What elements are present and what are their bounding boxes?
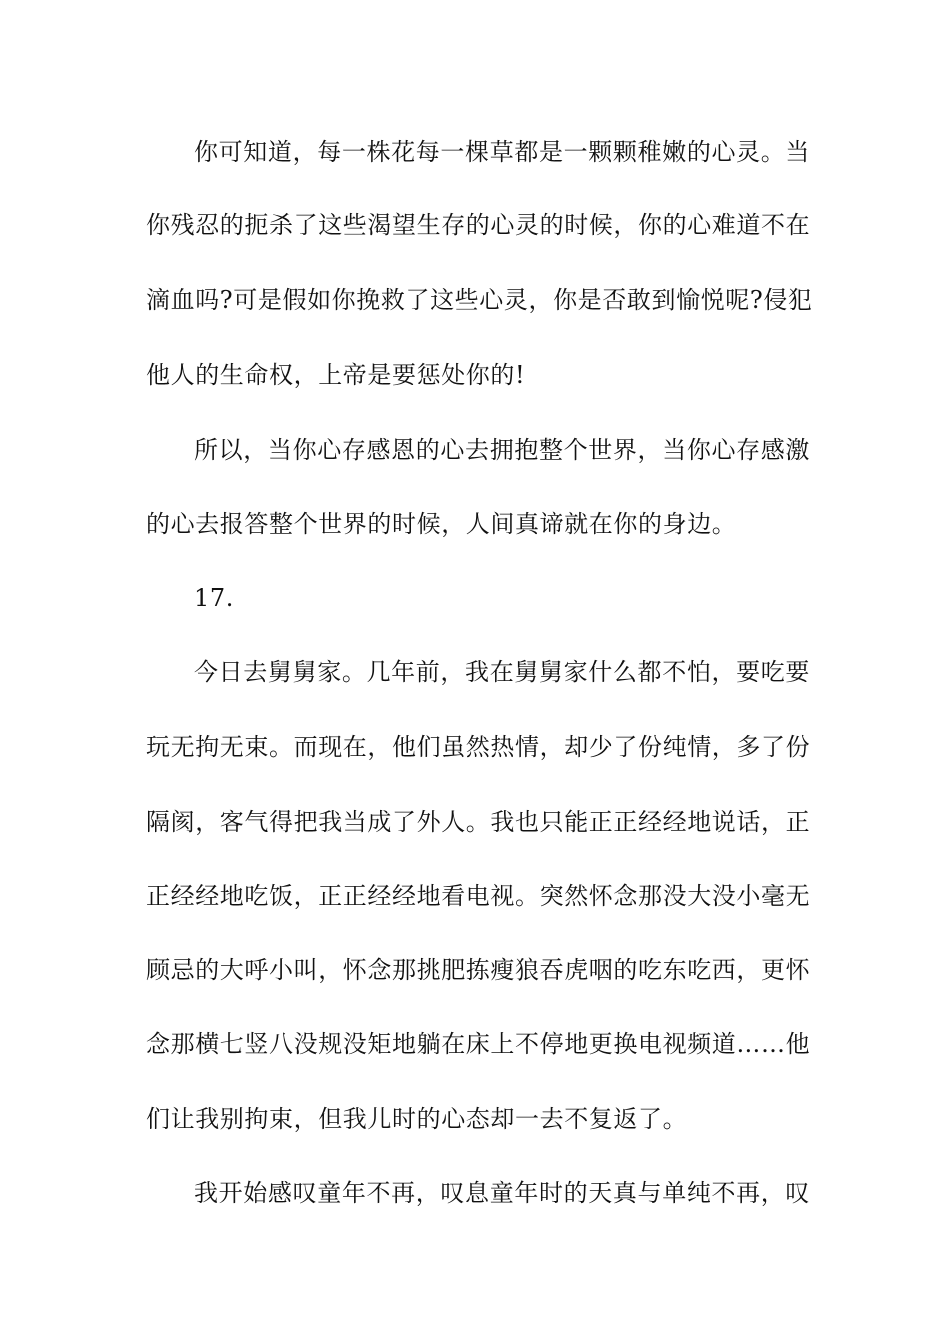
paragraph-line: 所以，当你心存感恩的心去拥抱整个世界，当你心存感激 — [194, 436, 810, 464]
paragraph-line: 们让我别拘束，但我儿时的心态却一去不复返了。 — [146, 1105, 688, 1133]
paragraph-line: 他人的生命权，上帝是要惩处你的! — [146, 361, 526, 389]
paragraph-line: 正经经地吃饭，正正经经地看电视。突然怀念那没大没小毫无 — [146, 882, 811, 910]
paragraph-line: 你可知道，每一株花每一棵草都是一颗颗稚嫩的心灵。当 — [194, 138, 810, 166]
paragraph-line: 念那横七竖八没规没矩地躺在床上不停地更换电视频道……他 — [146, 1030, 811, 1058]
paragraph-line: 滴血吗?可是假如你挽救了这些心灵，你是否敢到愉悦呢?侵犯 — [146, 286, 813, 314]
paragraph-line: 顾忌的大呼小叫，怀念那挑肥拣瘦狼吞虎咽的吃东吃西，更怀 — [146, 956, 811, 984]
section-number: 17. — [194, 584, 234, 612]
paragraph-line: 玩无拘无束。而现在，他们虽然热情，却少了份纯情，多了份 — [146, 733, 811, 761]
paragraph-line: 今日去舅舅家。几年前，我在舅舅家什么都不怕，要吃要 — [194, 658, 810, 686]
paragraph-line: 我开始感叹童年不再，叹息童年时的天真与单纯不再，叹 — [194, 1179, 810, 1207]
paragraph-line: 的心去报答整个世界的时候，人间真谛就在你的身边。 — [146, 510, 737, 538]
paragraph-line: 隔阂，客气得把我当成了外人。我也只能正正经经地说话，正 — [146, 808, 811, 836]
paragraph-line: 你残忍的扼杀了这些渴望生存的心灵的时候，你的心难道不在 — [146, 211, 811, 239]
